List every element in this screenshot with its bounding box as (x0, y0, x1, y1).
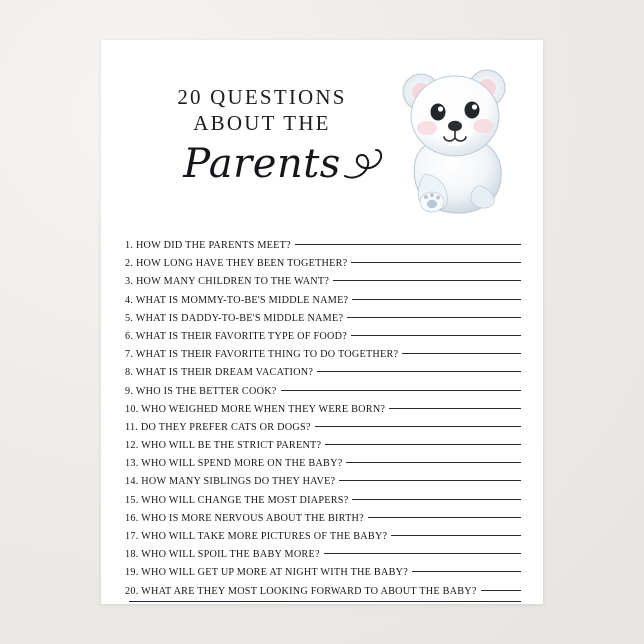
question-row (125, 549, 521, 567)
question-text: 18. WHO WILL SPOIL THE BABY MORE? (125, 549, 320, 561)
question-text: 5. WHAT IS DADDY-TO-BE'S MIDDLE NAME? (125, 312, 344, 324)
question-row (125, 531, 521, 549)
title-script: Parents (183, 140, 341, 188)
answer-line[interactable] (368, 517, 521, 518)
question-row (125, 495, 521, 513)
question-text: 3. HOW MANY CHILDREN TO THE WANT? (125, 276, 330, 288)
answer-line[interactable] (352, 499, 521, 500)
answer-line[interactable] (346, 462, 521, 463)
answer-line[interactable] (351, 262, 521, 263)
question-text: 2. HOW LONG HAVE THEY BEEN TOGETHER? (125, 258, 348, 270)
question-text: 7. WHAT IS THEIR FAVORITE THING TO DO TOGETHER? (125, 349, 399, 361)
question-row (125, 440, 521, 458)
question-text: 13. WHO WILL SPEND MORE ON THE BABY? (125, 458, 343, 470)
answer-line[interactable] (324, 553, 521, 554)
question-row (125, 404, 521, 422)
question-row (125, 567, 521, 585)
question-text: 4. WHAT IS MOMMY-TO-BE'S MIDDLE NAME? (125, 294, 349, 306)
heart-swirl-icon (343, 146, 387, 186)
baby-shower-game-card (101, 40, 543, 604)
answer-line[interactable] (352, 299, 521, 300)
question-row (125, 476, 521, 494)
answer-line[interactable] (281, 390, 521, 391)
question-row (125, 513, 521, 531)
answer-line[interactable] (389, 408, 521, 409)
answer-line[interactable] (315, 426, 521, 427)
question-row (125, 458, 521, 476)
question-text: 9. WHO IS THE BETTER COOK? (125, 385, 277, 397)
card-title-block (137, 84, 387, 188)
question-text: 8. WHAT IS THEIR DREAM VACATION? (125, 367, 314, 379)
question-text: 6. WHAT IS THEIR FAVORITE TYPE OF FOOD? (125, 330, 348, 342)
question-text: 20. WHAT ARE THEY MOST LOOKING FORWARD TO ABOUT THE BABY? (125, 585, 477, 597)
answer-line[interactable] (325, 444, 521, 445)
polar-bear-cub-icon (371, 54, 527, 224)
question-row (125, 367, 521, 385)
question-row (125, 276, 521, 294)
question-row (125, 295, 521, 313)
question-row (125, 349, 521, 367)
title-line-1: 20 QUESTIONS (177, 85, 347, 109)
answer-line[interactable] (339, 480, 521, 481)
question-text: 16. WHO IS MORE NERVOUS ABOUT THE BIRTH? (125, 512, 364, 524)
question-row (125, 422, 521, 440)
question-row (125, 313, 521, 331)
questions-list (125, 240, 521, 622)
question-text: 1. HOW DID THE PARENTS MEET? (125, 240, 291, 251)
answer-line[interactable] (317, 371, 521, 372)
answer-line[interactable] (402, 353, 521, 354)
question-text: 14. HOW MANY SIBLINGS DO THEY HAVE? (125, 476, 336, 488)
answer-line[interactable] (333, 280, 521, 281)
question-row-continuation (125, 604, 521, 622)
question-row (125, 258, 521, 276)
question-text: 17. WHO WILL TAKE MORE PICTURES OF THE BABY? (125, 531, 388, 542)
answer-line[interactable] (351, 335, 521, 336)
question-text: 15. WHO WILL CHANGE THE MOST DIAPERS? (125, 494, 349, 506)
answer-line[interactable] (481, 590, 521, 591)
answer-line[interactable] (412, 571, 521, 572)
answer-line[interactable] (391, 535, 521, 536)
answer-line[interactable] (129, 601, 521, 602)
question-row (125, 386, 521, 404)
question-row (125, 240, 521, 258)
question-text: 11. DO THEY PREFER CATS OR DOGS? (125, 421, 311, 433)
question-text: 19. WHO WILL GET UP MORE AT NIGHT WITH THE BABY? (125, 567, 408, 579)
title-line-2: ABOUT THE (193, 111, 331, 135)
question-row (125, 331, 521, 349)
question-text: 10. WHO WEIGHED MORE WHEN THEY WERE BORN? (125, 403, 386, 415)
answer-line[interactable] (347, 317, 521, 318)
question-text: 12. WHO WILL BE THE STRICT PARENT? (125, 440, 322, 452)
answer-line[interactable] (295, 244, 521, 245)
